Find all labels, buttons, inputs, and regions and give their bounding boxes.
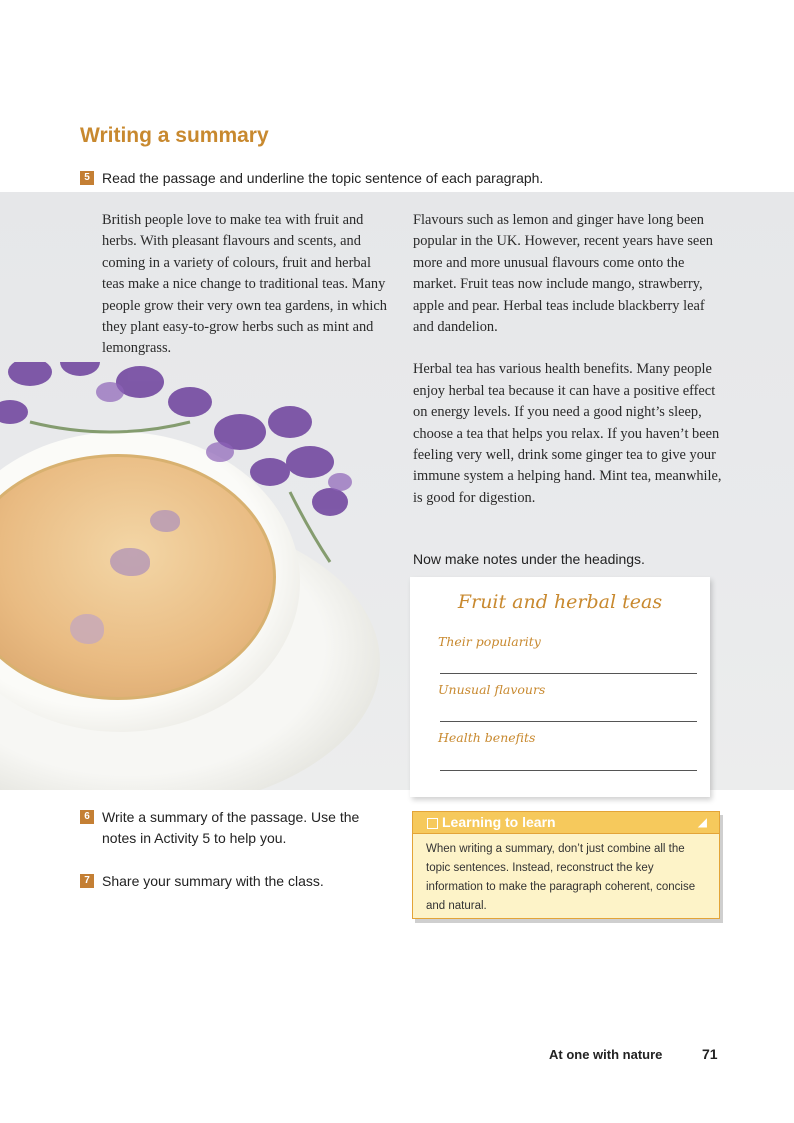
section-title: Writing a summary: [80, 124, 269, 147]
task-instruction: Read the passage and underline the topic sentence of each paragraph.: [102, 170, 544, 186]
page-number: 71: [702, 1046, 718, 1062]
task-number-badge: 5: [80, 171, 94, 185]
floating-petal: [70, 614, 104, 644]
passage-column-left: [102, 210, 392, 360]
task-number-badge: 6: [80, 810, 94, 824]
task-5: [80, 168, 543, 189]
note-heading-popularity: Their popularity: [438, 634, 541, 649]
passage-paragraph-3: Herbal tea has various health benefits. Many people enjoy herbal tea because it can have a positive effect on energy levels. If you need a good night’s sleep, choose a tea that helps you relax. If you haven’t been feeling very well, drink some ginger tea to give your immune system a helping hand. Mint tea, meanwhile, is good for digestion.: [413, 361, 722, 506]
notes-instruction: Now make notes under the headings.: [413, 551, 645, 567]
note-writing-line[interactable]: [440, 721, 697, 722]
task-instruction: Write a summary of the passage. Use the notes in Activity 5 to help you.: [102, 809, 360, 846]
notes-title: Fruit and herbal teas: [457, 591, 663, 613]
checkbox-icon: [427, 818, 438, 829]
learning-to-learn-header: [413, 812, 719, 834]
passage-column-right: [413, 210, 723, 509]
passage-paragraph-2: Flavours such as lemon and ginger have long been popular in the UK. However, recent years have seen more and more unusual flavours come onto the market. Fruit teas now include mango, strawberry, apple and pear. Herbal teas include blackberry leaf and dandelion.: [413, 212, 713, 336]
task-6: [80, 807, 380, 849]
learning-to-learn-text: When writing a summary, don’t just combine all the topic sentences. Instead, reconstruct the key information to make the paragraph coherent, concise and natural.: [426, 843, 696, 912]
corner-triangle-icon: ◢: [697, 815, 707, 829]
task-7: [80, 871, 324, 892]
note-writing-line[interactable]: [440, 770, 697, 771]
learning-to-learn-title: Learning to learn: [442, 814, 556, 830]
task-instruction: Share your summary with the class.: [102, 873, 324, 889]
task-number-badge: 7: [80, 874, 94, 888]
floating-petal: [150, 510, 180, 532]
learning-to-learn-box: [412, 811, 720, 919]
note-heading-flavours: Unusual flavours: [438, 682, 546, 697]
notes-card: [410, 577, 710, 797]
unit-title: At one with nature: [549, 1047, 663, 1062]
note-writing-line[interactable]: [440, 673, 697, 674]
violet-flowers-illustration: [0, 362, 390, 582]
floating-petal: [110, 548, 150, 576]
note-heading-benefits: Health benefits: [438, 730, 536, 745]
passage-paragraph-1: British people love to make tea with fruit and herbs. With pleasant flavours and scents, and coming in a variety of colours, fruit and herbal teas make a nice change to traditional teas. Many people grow their very own tea gardens, in which they plant easy-to-grow herbs such as mint and lemongrass.: [102, 212, 387, 357]
